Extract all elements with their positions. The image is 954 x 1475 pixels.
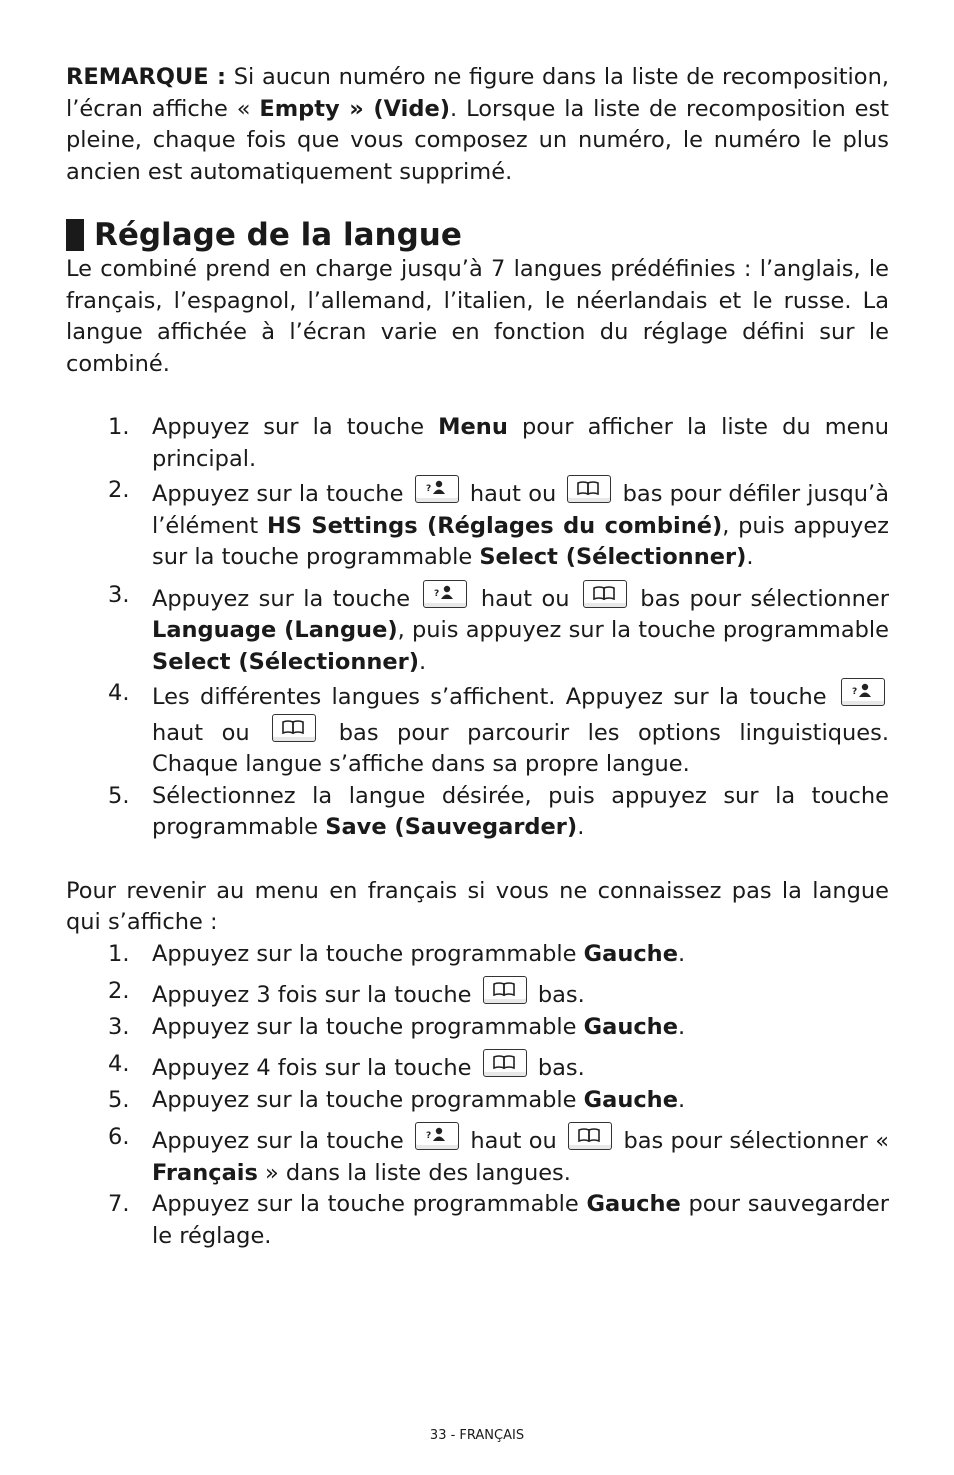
step-text: bas pour sélectionner « bbox=[616, 1128, 889, 1154]
step-text: bas pour parcourir les options linguistiques. Chaque langue s’affiche dans sa propre langue. bbox=[152, 719, 889, 777]
step-text: . bbox=[746, 544, 754, 570]
step-number: 1. bbox=[108, 940, 130, 967]
step-text: pour sauvegarder le réglage. bbox=[152, 1191, 889, 1249]
down-key-icon bbox=[272, 714, 316, 742]
up-key-icon bbox=[415, 1122, 459, 1150]
step-bold: Gauche bbox=[586, 1191, 681, 1217]
step-text: » dans la liste des langues. bbox=[257, 1159, 571, 1186]
step-bold: HS Settings (Réglages du combiné) bbox=[266, 512, 723, 539]
remark-paragraph bbox=[66, 62, 889, 188]
list-item bbox=[66, 1085, 889, 1117]
step-text: Appuyez sur la touche programmable bbox=[152, 1013, 584, 1040]
list-item bbox=[66, 939, 889, 971]
list-item bbox=[66, 412, 889, 475]
step-text: Appuyez sur la touche programmable bbox=[152, 1191, 587, 1217]
step-text: haut ou bbox=[462, 481, 564, 507]
down-key-icon bbox=[483, 976, 527, 1004]
down-key-icon bbox=[568, 1122, 612, 1150]
list-item bbox=[66, 475, 889, 574]
step-number: 7. bbox=[108, 1191, 130, 1217]
down-key-icon bbox=[567, 475, 611, 503]
step-text: Appuyez sur la touche bbox=[152, 1128, 412, 1154]
svg-text:?: ? bbox=[852, 687, 858, 697]
remark-bold: Empty » (Vide) bbox=[259, 95, 451, 122]
step-text: . bbox=[577, 814, 585, 840]
section-intro: Le combiné prend en charge jusqu’à 7 langues prédéfinies : l’anglais, le français, l’espagnol, l’allemand, l’italien, le néerlandais et le russe. La langue affichée à l’écran varie en fonction du réglage défini sur le combiné. bbox=[66, 256, 889, 377]
down-key-icon bbox=[583, 580, 627, 608]
page-content bbox=[66, 62, 889, 1252]
step-number: 3. bbox=[108, 1013, 130, 1040]
section-title: Réglage de la langue bbox=[94, 217, 462, 253]
step-text: , puis appuyez sur la touche programmable bbox=[397, 617, 889, 643]
step-bold: Français bbox=[152, 1159, 258, 1186]
step-text: . bbox=[677, 1086, 686, 1113]
section-heading bbox=[66, 216, 889, 254]
list-item bbox=[66, 781, 889, 844]
step-text: Appuyez 3 fois sur la touche bbox=[152, 982, 479, 1008]
revert-intro: Pour revenir au menu en français si vous ne connaissez pas la langue qui s’affiche : bbox=[66, 877, 889, 935]
step-text: haut ou bbox=[152, 719, 269, 746]
steps-list bbox=[66, 412, 889, 844]
step-number: 5. bbox=[108, 782, 130, 809]
remark-text: Si aucun numéro ne figure dans la liste de recomposition, l’écran affiche « bbox=[66, 64, 889, 122]
step-bold: Save (Sauvegarder) bbox=[325, 814, 578, 840]
up-key-icon bbox=[415, 475, 459, 503]
step-text: bas. bbox=[530, 982, 585, 1008]
down-key-icon bbox=[483, 1049, 527, 1077]
step-text: Les différentes langues s’affichent. Appuyez sur la touche bbox=[152, 684, 837, 710]
step-number: 4. bbox=[108, 1051, 130, 1077]
step-bold: Gauche bbox=[583, 940, 678, 967]
step-bold: Gauche bbox=[583, 1013, 678, 1040]
svg-text:?: ? bbox=[434, 588, 440, 599]
step-bold: Gauche bbox=[583, 1086, 678, 1113]
step-bold: Select (Sélectionner) bbox=[152, 648, 420, 675]
step-bold: Menu bbox=[438, 414, 508, 440]
step-text: Sélectionnez la langue désirée, puis appuyez sur la touche programmable bbox=[152, 782, 889, 840]
up-key-icon bbox=[841, 678, 885, 706]
list-item bbox=[66, 1012, 889, 1044]
step-number: 6. bbox=[108, 1124, 130, 1150]
step-text: . bbox=[677, 1013, 686, 1040]
step-text: Appuyez sur la touche bbox=[152, 414, 439, 440]
step-text: pour afficher la liste du menu principal. bbox=[152, 414, 889, 472]
step-text: Appuyez sur la touche programmable bbox=[152, 1086, 584, 1113]
remark-text: . Lorsque la liste de recomposition est pleine, chaque fois que vous composez un numéro, le numéro le plus ancien est automatiquement supprimé. bbox=[66, 95, 889, 185]
step-text: Appuyez sur la touche bbox=[152, 585, 420, 612]
step-text: bas pour sélectionner bbox=[630, 585, 889, 612]
step-text: . bbox=[677, 940, 686, 967]
step-bold: Select (Sélectionner) bbox=[479, 544, 747, 570]
list-item bbox=[66, 1122, 889, 1189]
page-footer: 33 - FRANÇAIS bbox=[429, 1428, 525, 1443]
step-text: Appuyez sur la touche programmable bbox=[152, 940, 584, 967]
list-item bbox=[66, 1189, 889, 1252]
step-text: bas pour défiler jusqu’à l’élément bbox=[152, 481, 889, 539]
step-text: Appuyez 4 fois sur la touche bbox=[152, 1055, 479, 1081]
list-item bbox=[66, 976, 889, 1012]
svg-text:?: ? bbox=[426, 1131, 432, 1141]
list-item bbox=[66, 580, 889, 679]
list-item bbox=[66, 1049, 889, 1085]
step-number: 3. bbox=[108, 581, 130, 608]
step-number: 5. bbox=[108, 1086, 130, 1113]
step-number: 2. bbox=[108, 978, 130, 1004]
list-item bbox=[66, 678, 889, 781]
remark-label: REMARQUE : bbox=[66, 64, 226, 90]
step-bold: Language (Langue) bbox=[152, 617, 398, 643]
up-key-icon bbox=[423, 580, 467, 608]
heading-bar bbox=[66, 219, 84, 251]
step-text: Appuyez sur la touche bbox=[152, 481, 411, 507]
step-text: haut ou bbox=[463, 1128, 565, 1154]
step-number: 4. bbox=[108, 680, 130, 706]
step-number: 2. bbox=[108, 477, 130, 503]
step-number: 1. bbox=[108, 414, 130, 440]
step-text: . bbox=[419, 648, 427, 675]
revert-steps-list bbox=[66, 939, 889, 1253]
step-text: bas. bbox=[530, 1055, 585, 1081]
svg-text:?: ? bbox=[425, 484, 431, 494]
step-text: haut ou bbox=[471, 585, 579, 612]
step-text: , puis appuyez sur la touche programmable bbox=[152, 512, 889, 570]
